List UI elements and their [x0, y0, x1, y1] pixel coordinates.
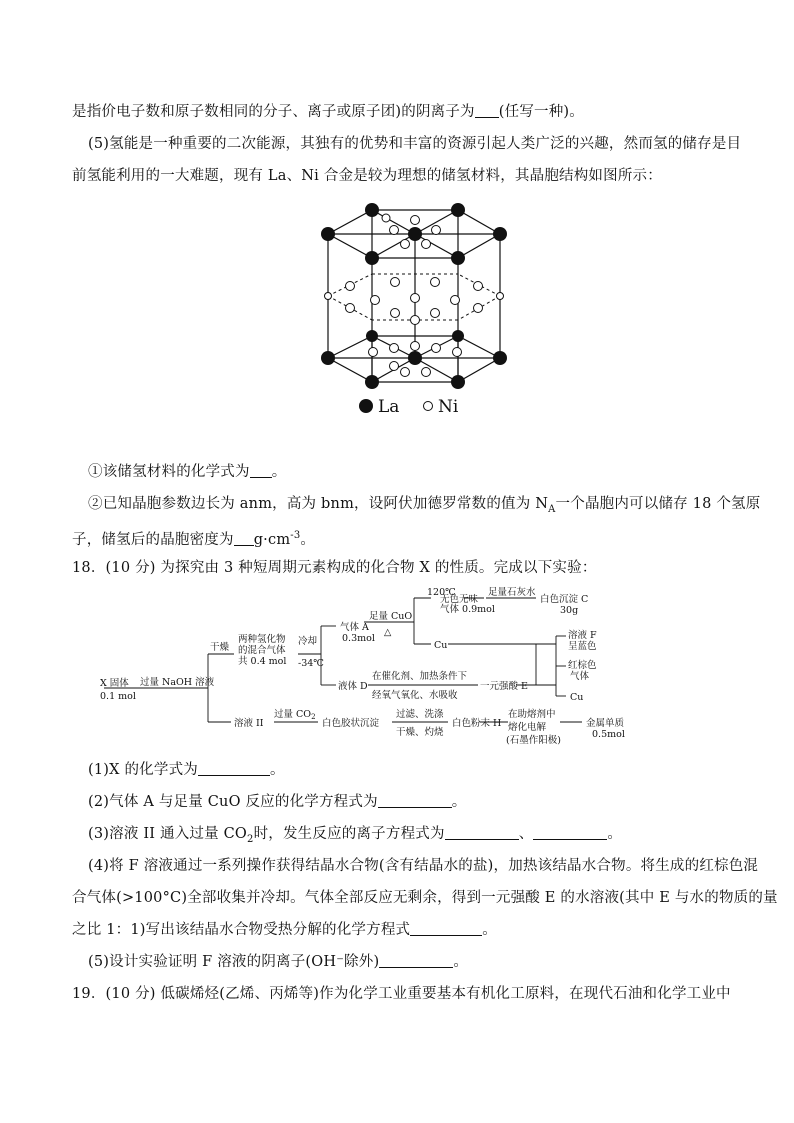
ni-legend-marker — [424, 402, 433, 411]
sub-question-5: (5)设计实验证明 F 溶液的阴离子(OH⁻除外) 。 — [88, 954, 469, 970]
mix-label-3: 共 0.4 mol — [238, 656, 287, 667]
sub-question-4-line-2: 合气体(>100°C)全部收集并冷却。气体全部反应无剩余，得到一元强酸 E 的水溶液(其中 E 与水的物质的量 — [72, 890, 778, 906]
flow-lines — [104, 598, 582, 722]
answer-blank[interactable] — [475, 103, 499, 118]
gel-precipitate-label: 白色胶状沉淀 — [322, 718, 380, 729]
gas-a-label: 气体 A — [340, 622, 369, 633]
filter-label-1: 过滤、洗涤 — [396, 709, 444, 720]
text-line-2: (5)氢能是一种重要的二次能源，其独有的优势和丰富的资源引起人类广泛的兴趣，然而氢的储存是目 — [88, 136, 742, 152]
limewater-label: 足量石灰水 — [488, 587, 536, 598]
la-legend-label: La — [378, 397, 400, 417]
x-solid-label: X 固体 — [100, 678, 129, 689]
red-gas-label-1: 红棕色 — [568, 660, 597, 671]
cuo-label: 足量 CuO — [369, 611, 413, 622]
solution-f-color: 呈蓝色 — [568, 641, 597, 652]
co2-label: 过量 $CO_2$ — [274, 709, 316, 721]
white-precipitate-c: 白色沉淀 C — [540, 594, 589, 605]
sub-question-2: (2)气体 A 与足量 CuO 反应的化学方程式为 。 — [88, 794, 467, 810]
solution-f-label: 溶液 F — [568, 630, 597, 641]
metal-mol: 0.5mol — [592, 729, 625, 740]
sub-question-1: (1)X 的化学式为 。 — [88, 762, 285, 778]
cool-label: 冷却 — [298, 636, 318, 647]
answer-blank[interactable] — [378, 793, 452, 808]
mix-label-1: 两种氢化物 — [238, 634, 286, 645]
cu-label-2: Cu — [570, 692, 584, 703]
answer-blank[interactable] — [198, 761, 270, 776]
white-precipitate-mass: 30g — [560, 605, 579, 616]
odorless-label-2: 气体 0.9mol — [440, 604, 495, 615]
sub-question-4-line-1: (4)将 F 溶液通过一系列操作获得结晶水合物(含有结晶水的盐)，加热该结晶水合物。将生成的红棕色混 — [88, 858, 759, 874]
acid-e-label: 一元强酸 E — [480, 681, 528, 692]
text-line-1: 是指价电子数和原子数相同的分子、离子或原子团)的阴离子为 (任写一种)。 — [72, 104, 584, 120]
metal-label: 金属单质 — [586, 718, 625, 729]
liquid-d-label: 液体 D — [338, 681, 368, 692]
sub-question-3: (3)溶液 II 通入过量 $CO_2$时，发生反应的离子方程式为 、 。 — [88, 826, 623, 845]
catalyst-label-1: 在催化剂、加热条件下 — [372, 671, 468, 682]
white-powder-h: 白色粉末 H — [452, 718, 502, 729]
solution-ii-label: 溶液 II — [234, 718, 264, 729]
ni-legend-label: Ni — [438, 397, 459, 417]
experiment-flowchart — [96, 586, 696, 748]
filter-label-2: 干燥、灼烧 — [396, 727, 444, 738]
problem-19-stem: 19．(10 分) 低碳烯烃(乙烯、丙烯等)作为化学工业重要基本有机化工原料，在现代石油和化学工业中 — [72, 986, 731, 1002]
problem-18-stem: 18．(10 分) 为探究由 3 种短周期元素构成的化合物 X 的性质。完成以下实验： — [72, 560, 597, 576]
sub-question-4-line-3: 之比 1：1)写出该结晶水合物受热分解的化学方程式 。 — [72, 922, 497, 938]
naoh-label: 过量 NaOH 溶液 — [140, 677, 215, 688]
red-gas-label-2: 气体 — [570, 671, 590, 682]
temp-120-label: 120℃ — [427, 587, 456, 598]
cu-label: Cu — [434, 640, 448, 651]
flux-label-1: 在助熔剂中 — [508, 709, 556, 720]
temp-label: -34℃ — [298, 658, 324, 669]
question-1: ①该储氢材料的化学式为 。 — [88, 464, 287, 480]
dry-label: 干燥 — [210, 642, 230, 653]
answer-blank[interactable] — [445, 825, 519, 840]
flux-label-3: (石墨作阳极) — [506, 735, 561, 746]
answer-blank[interactable] — [250, 463, 272, 478]
question-2-cont: 子，储氢后的晶胞密度为 $g\cdot cm^{-3}$。 — [72, 530, 316, 548]
gas-a-mol: 0.3mol — [342, 633, 375, 644]
crystal-structure-diagram — [300, 196, 510, 421]
answer-blank[interactable] — [234, 531, 254, 546]
catalyst-label-2: 经氧气氧化、水吸收 — [372, 690, 458, 701]
answer-blank[interactable] — [410, 921, 482, 936]
flux-label-2: 熔化电解 — [508, 722, 547, 733]
la-legend-marker — [359, 399, 373, 413]
text-line-3: 前氢能利用的一大难题，现有 La、Ni 合金是较为理想的储氢材料，其晶胞结构如图所示： — [72, 168, 662, 184]
answer-blank[interactable] — [379, 953, 453, 968]
mix-label-2: 的混合气体 — [238, 645, 286, 656]
question-2: ②已知晶胞参数边长为 anm，高为 bnm，设阿伏加德罗常数的值为 $N_A$一个晶胞内可以储存 18 个氢原 — [88, 496, 761, 515]
odorless-label-1: 无色无味 — [440, 594, 479, 605]
x-mol-label: 0.1 mol — [100, 691, 136, 702]
heat-label: △ — [384, 627, 392, 638]
answer-blank[interactable] — [533, 825, 607, 840]
